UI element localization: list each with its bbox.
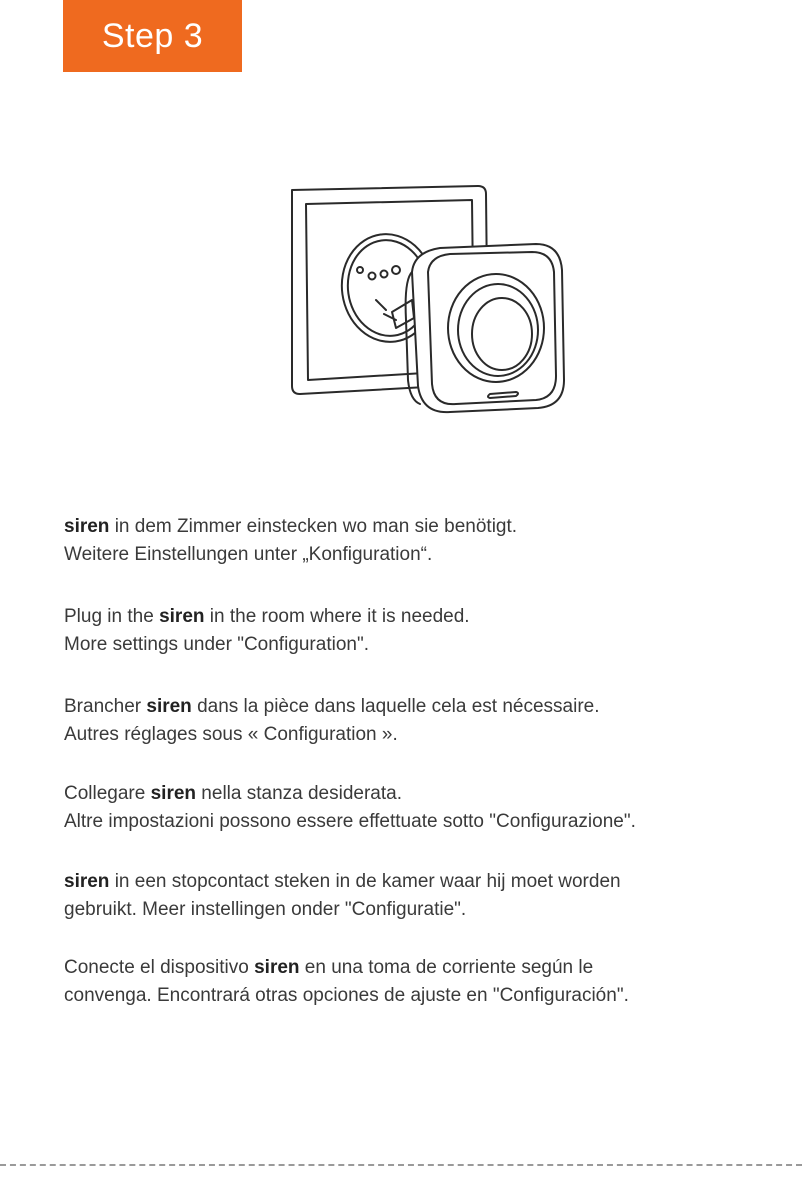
instruction-fr [64,693,764,749]
bottom-divider [0,1164,802,1166]
device-name: siren [64,516,110,537]
step-badge [63,0,242,72]
instruction-line-1: Brancher siren dans la pièce dans laquelle cela est nécessaire. [64,696,600,717]
instruction-line-2: Altre impostazioni possono essere effettuate sotto "Configurazione". [64,811,636,832]
device-name: siren [150,783,197,804]
device-name: siren [146,696,192,717]
instruction-de [64,513,764,569]
instruction-line-1: Plug in the siren in the room where it is needed. [64,606,470,627]
instruction-line-2: Autres réglages sous « Configuration ». [64,724,398,745]
device-name: siren [159,606,205,627]
instruction-nl [64,868,764,924]
instruction-line-2: Weitere Einstellungen unter „Konfiguration“. [64,544,433,565]
instruction-es [64,954,764,1010]
step-label: Step 3 [101,16,204,55]
instruction-en [64,603,764,659]
instruction-line-2: More settings under "Configuration". [64,634,369,655]
instruction-line-1: Collegare siren nella stanza desiderata. [64,783,402,804]
instruction-line-2: gebruikt. Meer instellingen onder "Configuratie". [64,899,467,920]
instruction-line-1: Conecte el dispositivo siren en una toma de corriente según le [64,957,594,978]
device-name: siren [254,957,300,978]
instruction-line-1: siren in een stopcontact steken in de kamer waar hij moet worden [64,871,621,892]
siren-socket-illustration [280,180,580,430]
instruction-line-2: convenga. Encontrará otras opciones de ajuste en "Configuración". [64,985,629,1006]
instruction-line-1: siren in dem Zimmer einstecken wo man sie benötigt. [64,516,518,537]
device-name: siren [64,871,110,892]
instruction-it [64,780,764,836]
